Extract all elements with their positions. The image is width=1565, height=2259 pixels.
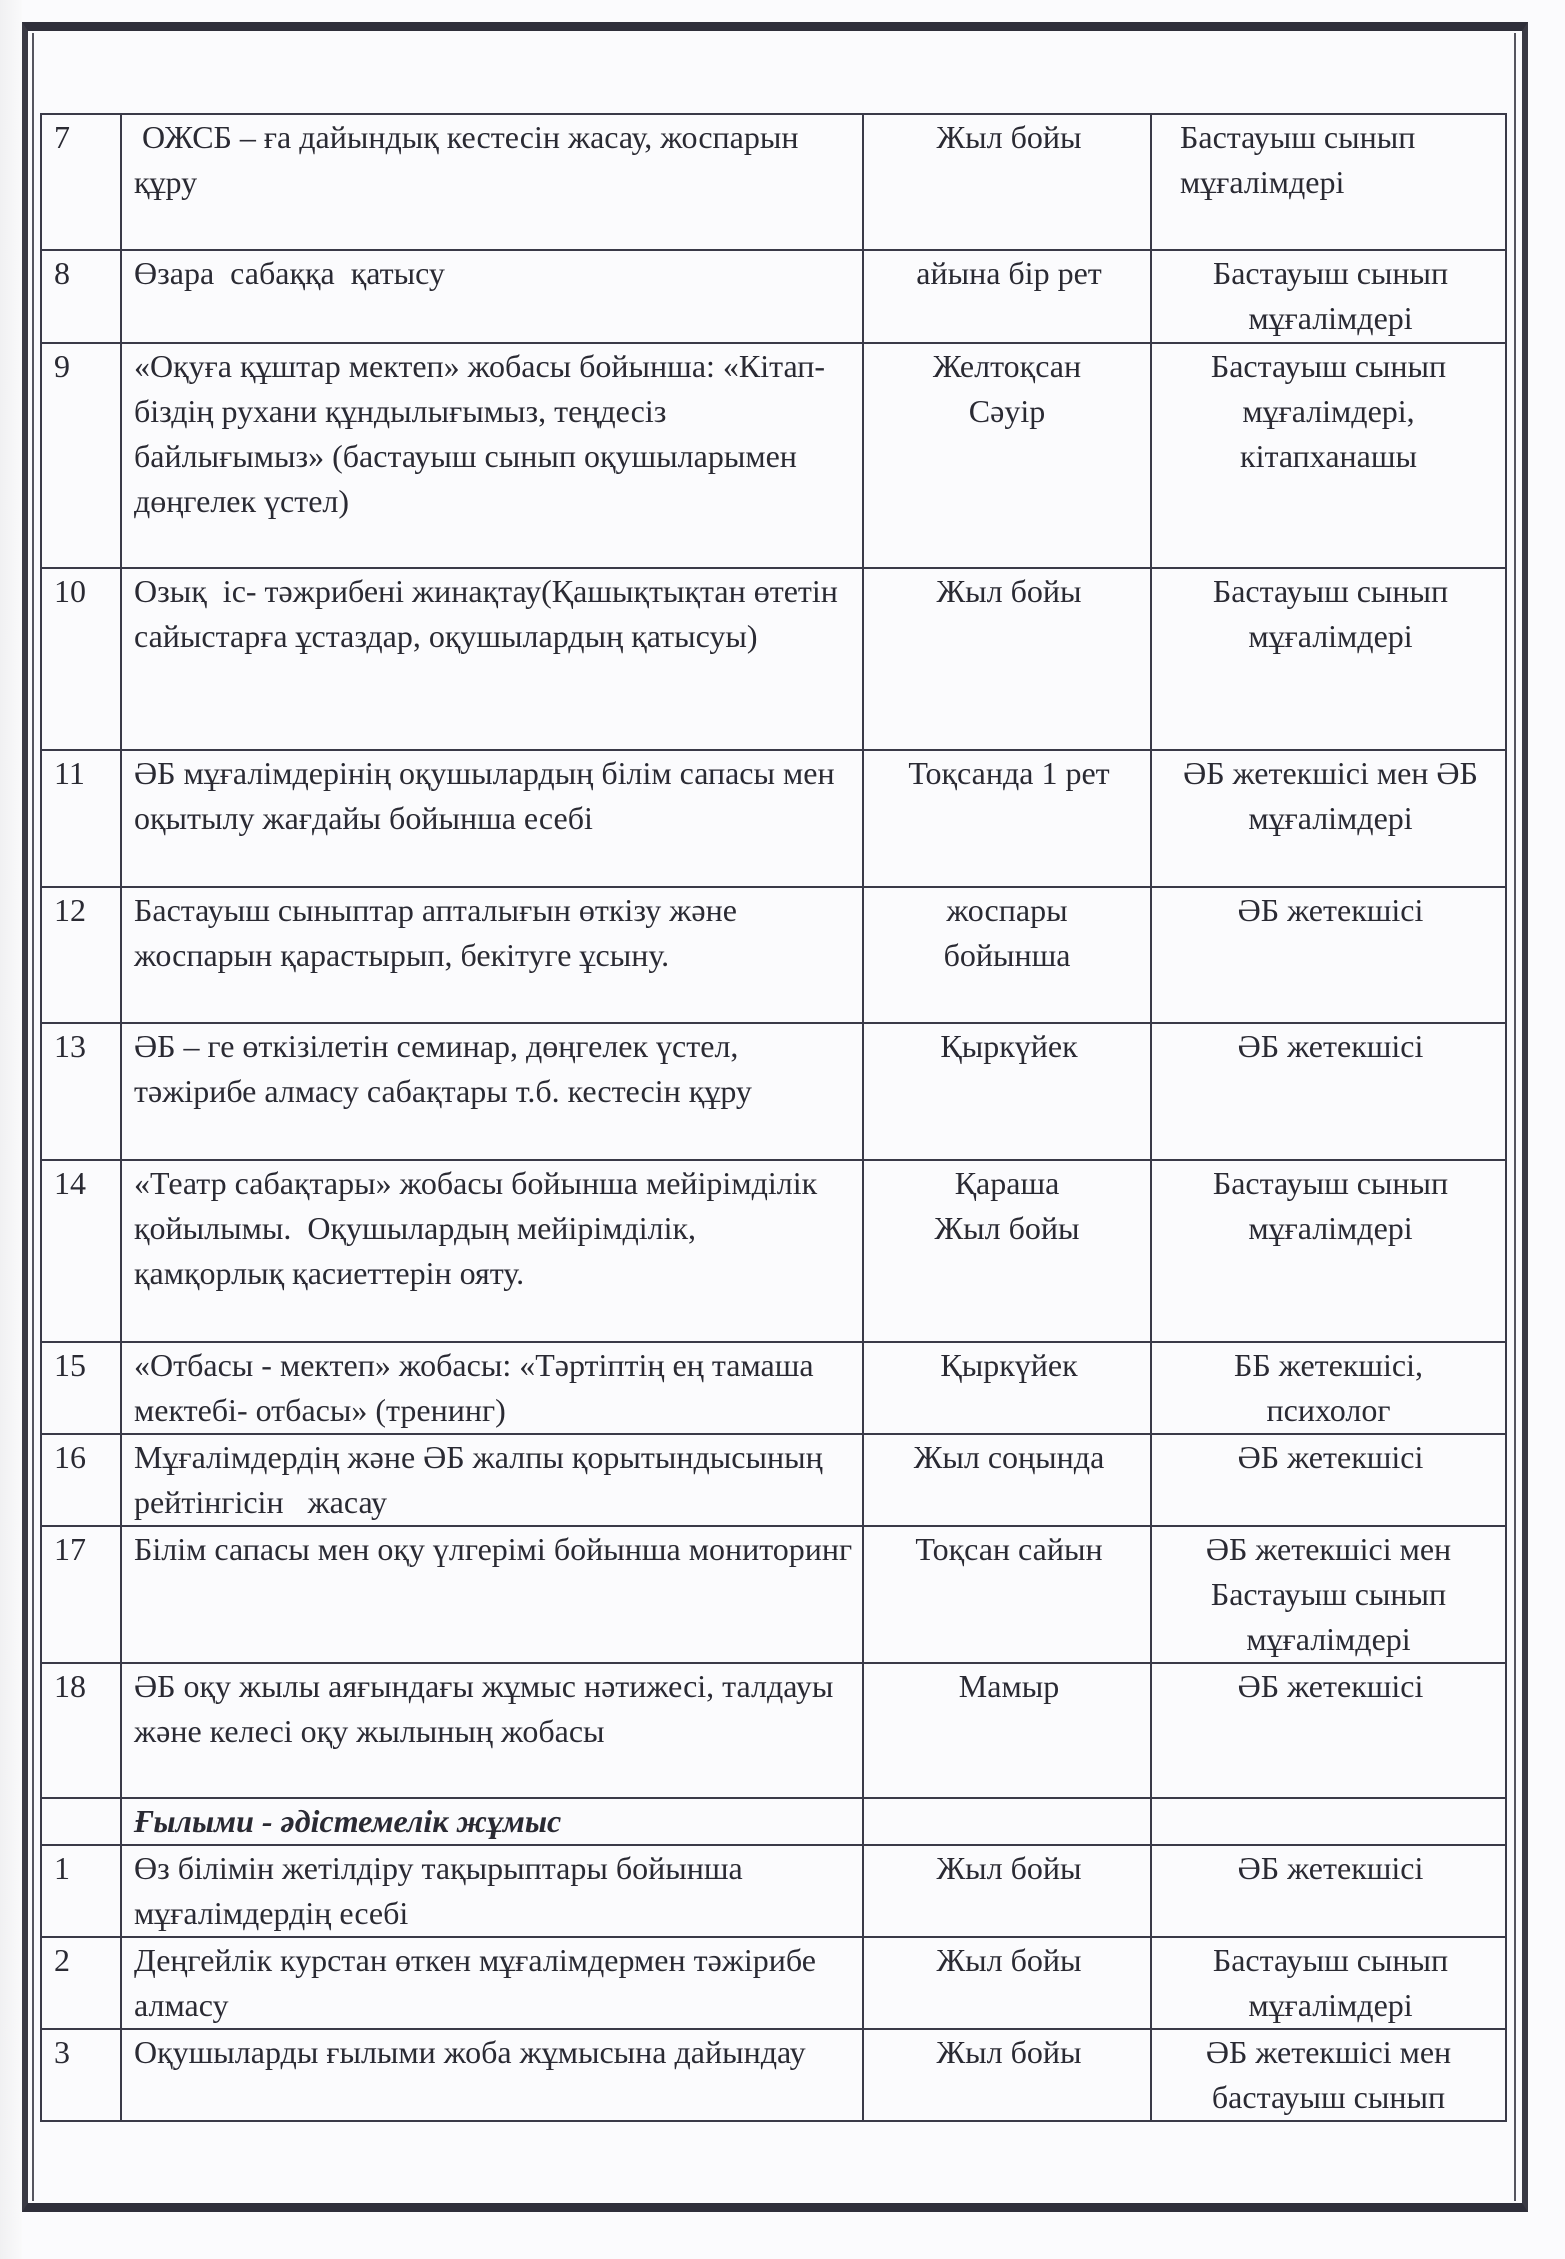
work-plan-table	[40, 113, 1507, 2122]
responsible-cell: ББ жетекшісі, психолог	[1151, 1342, 1506, 1434]
row-number: 8	[41, 250, 121, 343]
task-cell: Өз білімін жетілдіру тақырыптары бойынша мұғалімдердің есебі	[121, 1845, 863, 1937]
task-cell: ӘБ мұғалімдерінің оқушылардың білім сапасы мен оқытылу жағдайы бойынша есебі	[121, 750, 863, 887]
responsible-cell: ӘБ жетекшісі мен бастауыш сынып	[1151, 2029, 1506, 2121]
timing-cell: Желтоқсан Сәуір	[863, 343, 1151, 568]
table-row	[41, 1023, 1506, 1160]
timing-cell: Мамыр	[863, 1663, 1151, 1798]
table-row	[41, 750, 1506, 887]
section-timing-empty	[863, 1798, 1151, 1845]
row-number: 17	[41, 1526, 121, 1663]
timing-cell: Жыл соңында	[863, 1434, 1151, 1526]
section-responsible-empty	[1151, 1798, 1506, 1845]
row-number: 18	[41, 1663, 121, 1798]
table-row	[41, 1663, 1506, 1798]
timing-cell: Қыркүйек	[863, 1023, 1151, 1160]
table-row	[41, 1434, 1506, 1526]
table-row	[41, 2029, 1506, 2121]
timing-cell: Жыл бойы	[863, 1937, 1151, 2029]
row-number: 10	[41, 568, 121, 750]
responsible-cell: ӘБ жетекшісі	[1151, 1023, 1506, 1160]
task-cell: Бастауыш сыныптар апталығын өткізу және жоспарын қарастырып, бекітуге ұсыну.	[121, 887, 863, 1023]
row-number: 1	[41, 1845, 121, 1937]
responsible-cell: Бастауыш сынып мұғалімдері	[1151, 1937, 1506, 2029]
task-cell: ӘБ оқу жылы аяғындағы жұмыс нәтижесі, талдауы және келесі оқу жылының жобасы	[121, 1663, 863, 1798]
responsible-cell: Бастауыш сынып мұғалімдері	[1151, 114, 1506, 250]
timing-cell: Тоқсан сайын	[863, 1526, 1151, 1663]
timing-cell: Жыл бойы	[863, 2029, 1151, 2121]
table-row	[41, 343, 1506, 568]
task-cell: Білім сапасы мен оқу үлгерімі бойынша мониторинг	[121, 1526, 863, 1663]
section-title: Ғылыми - әдістемелік жұмыс	[121, 1798, 863, 1845]
task-cell: ОЖСБ – ға дайындық кестесін жасау, жоспарын құру	[121, 114, 863, 250]
row-number: 11	[41, 750, 121, 887]
timing-cell: Тоқсанда 1 рет	[863, 750, 1151, 887]
timing-cell: айына бір рет	[863, 250, 1151, 343]
task-cell: Мұғалімдердің және ӘБ жалпы қорытындысының рейтінгісін жасау	[121, 1434, 863, 1526]
task-cell: Деңгейлік курстан өткен мұғалімдермен тәжірибе алмасу	[121, 1937, 863, 2029]
table-row	[41, 250, 1506, 343]
responsible-cell: Бастауыш сынып мұғалімдері	[1151, 568, 1506, 750]
responsible-cell: ӘБ жетекшісі	[1151, 1663, 1506, 1798]
task-cell: «Театр сабақтары» жобасы бойынша мейірімділік қойылымы. Оқушылардың мейірімділік, қамқорлық қасиеттерін ояту.	[121, 1160, 863, 1342]
timing-cell: Жыл бойы	[863, 568, 1151, 750]
row-number: 14	[41, 1160, 121, 1342]
row-number: 3	[41, 2029, 121, 2121]
table-row	[41, 568, 1506, 750]
table-row	[41, 114, 1506, 250]
section-header-row	[41, 1798, 1506, 1845]
responsible-cell: Бастауыш сынып мұғалімдері, кітапханашы	[1151, 343, 1506, 568]
task-cell: «Отбасы - мектеп» жобасы: «Тәртіптің ең тамаша мектебі- отбасы» (тренинг)	[121, 1342, 863, 1434]
responsible-cell: Бастауыш сынып мұғалімдері	[1151, 1160, 1506, 1342]
responsible-cell: ӘБ жетекшісі мен ӘБ мұғалімдері	[1151, 750, 1506, 887]
task-cell: Озық іс- тәжрибені жинақтау(Қашықтықтан өтетін сайыстарға ұстаздар, оқушылардың қатысуы)	[121, 568, 863, 750]
row-number: 13	[41, 1023, 121, 1160]
row-number: 7	[41, 114, 121, 250]
table-row	[41, 1342, 1506, 1434]
row-number: 9	[41, 343, 121, 568]
timing-cell: Қыркүйек	[863, 1342, 1151, 1434]
timing-cell: Жыл бойы	[863, 114, 1151, 250]
scan-edge-shade	[0, 0, 22, 2259]
row-number: 2	[41, 1937, 121, 2029]
row-number: 12	[41, 887, 121, 1023]
responsible-cell: ӘБ жетекшісі	[1151, 1434, 1506, 1526]
table-row	[41, 1526, 1506, 1663]
task-cell: Өзара сабаққа қатысу	[121, 250, 863, 343]
table-row	[41, 1937, 1506, 2029]
responsible-cell: Бастауыш сынып мұғалімдері	[1151, 250, 1506, 343]
section-number-empty	[41, 1798, 121, 1845]
timing-cell: жоспары бойынша	[863, 887, 1151, 1023]
task-cell: «Оқуға құштар мектеп» жобасы бойынша: «Кітап-біздің рухани құндылығымыз, теңдесіз байлығымыз» (бастауыш сынып оқушыларымен дөңгелек үстел)	[121, 343, 863, 568]
row-number: 16	[41, 1434, 121, 1526]
table-row	[41, 1160, 1506, 1342]
table-row	[41, 887, 1506, 1023]
responsible-cell: ӘБ жетекшісі мен Бастауыш сынып мұғалімдері	[1151, 1526, 1506, 1663]
row-number: 15	[41, 1342, 121, 1434]
task-cell: ӘБ – ге өткізілетін семинар, дөңгелек үстел, тәжірибе алмасу сабақтары т.б. кестесін құру	[121, 1023, 863, 1160]
responsible-cell: ӘБ жетекшісі	[1151, 1845, 1506, 1937]
task-cell: Оқушыларды ғылыми жоба жұмысына дайындау	[121, 2029, 863, 2121]
responsible-cell: ӘБ жетекшісі	[1151, 887, 1506, 1023]
timing-cell: Қараша Жыл бойы	[863, 1160, 1151, 1342]
table-row	[41, 1845, 1506, 1937]
timing-cell: Жыл бойы	[863, 1845, 1151, 1937]
